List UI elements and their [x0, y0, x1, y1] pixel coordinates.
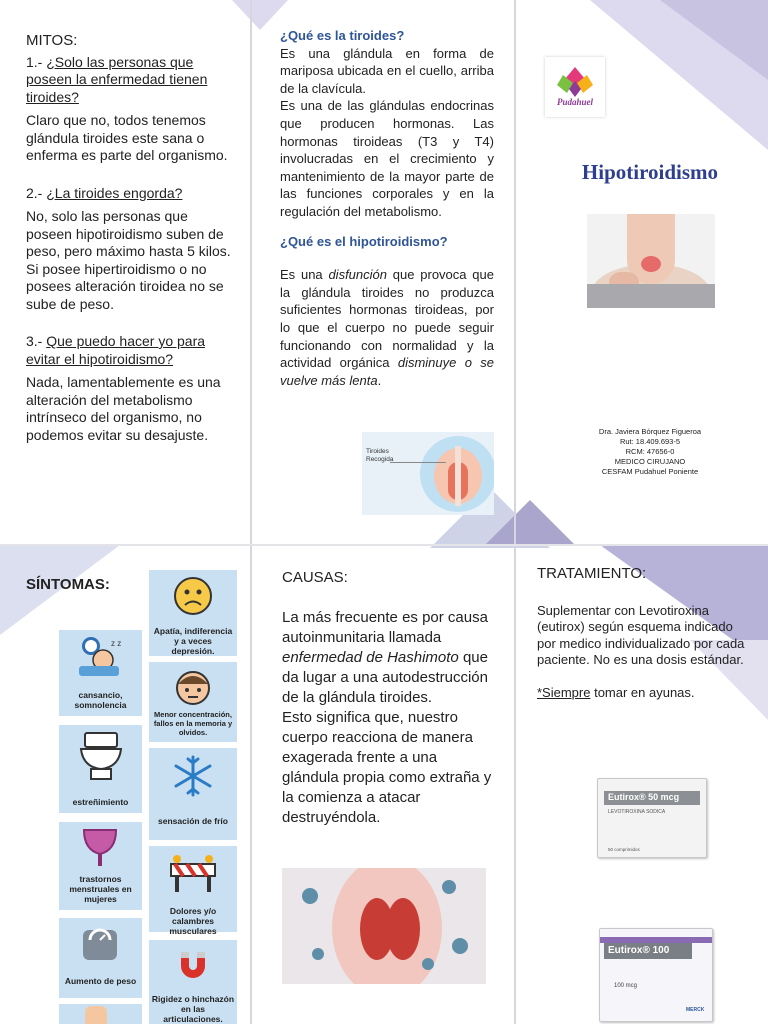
symptom-label: Aumento de peso	[64, 976, 137, 986]
antibody-icon	[312, 948, 324, 960]
thyroid-illustration-label: Tiroides Recogida	[366, 448, 394, 463]
hypothyroidism-paragraph: Es una disfunción que provoca que la glándula tiroides no produzca suficientes hormonas tiroideas, por lo que el cuerpo no puede seguir funcionando con normalidad y la actividad orgánica disminuye o se vuelve más lenta.	[280, 267, 494, 388]
autoimmune-illustration	[282, 868, 486, 984]
treatment-panel	[537, 566, 747, 701]
author-rut: Rut: 18.409.693-5	[619, 437, 681, 446]
page-divider	[0, 544, 768, 546]
symptom-tile-apathy	[149, 570, 237, 656]
scale-icon	[80, 924, 120, 964]
symptom-tile-joints	[149, 940, 237, 1024]
treatment-paragraph: Suplementar con Levotiroxina (eutirox) según esquema indicado por medico individualizado por cada paciente. No es una dosis estándar.	[537, 602, 745, 667]
eutirox-50-count: 50 comprimidos	[608, 847, 640, 852]
symptoms-heading: SÍNTOMAS:	[26, 576, 110, 593]
pudahuel-logo-icon	[545, 57, 605, 117]
causes-panel	[282, 568, 496, 828]
antibody-icon	[442, 880, 456, 894]
myths-panel	[26, 32, 232, 444]
symptom-label: cansancio, somnolencia	[74, 690, 127, 710]
eutirox-50-subtitle: LEVOTIROXINA SODICA	[608, 809, 666, 815]
myth-answer-1: Claro que no, todos tenemos glándula tiroides este sana o enferma es parte del organismo.	[26, 112, 228, 163]
symptom-label: estreñimiento	[72, 797, 129, 807]
causes-paragraph-2: Esto significa que, nuestro cuerpo reacciona de manera exagerada frente a una glándula propia como extraña y la comienza a atacar destruyéndola.	[282, 709, 492, 826]
cover-photo	[587, 214, 715, 308]
symptom-label: sensación de frío	[158, 816, 228, 826]
myth-answer-2: No, solo las personas que poseen hipotiroidismo suben de peso, pero máximo hasta 5 kilos. Si posee hipertiroidismo o no posees alteración tiroidea no se sube de peso.	[26, 208, 231, 312]
symptom-label: Rigidez o hinchazón en las articulaciones.	[151, 994, 235, 1024]
eutirox-100-brand: Eutirox® 100	[608, 945, 670, 956]
myth-question-2: 2.- ¿La tiroides engorda?	[26, 184, 183, 201]
pudahuel-logo-text: Pudahuel	[556, 97, 593, 107]
decor-triangle-top-right-inner	[660, 0, 768, 80]
author-rcm: RCM: 47656-0	[625, 447, 675, 456]
author-title: MEDICO CIRUJANO	[614, 457, 686, 466]
eutirox-100-box	[599, 928, 713, 1022]
brochure-title: Hipotiroidismo	[581, 160, 719, 184]
sleepy-person-icon	[73, 634, 123, 678]
eutirox-100-brand-band	[604, 943, 692, 959]
symptom-tile-menstrual	[59, 822, 142, 910]
myths-heading: MITOS:	[26, 32, 78, 49]
symptom-tile-cold	[149, 748, 237, 840]
cover-photo-thyroid	[641, 256, 661, 272]
symptom-label: Apatía, indiferencia y a veces depresión.	[153, 626, 233, 656]
toilet-icon	[77, 731, 125, 781]
causes-heading: CAUSAS:	[282, 569, 348, 586]
panel-divider	[514, 0, 516, 545]
causes-paragraph-1: La más frecuente es por causa autoinmunitaria llamada enfermedad de Hashimoto que da lugar a una autodestrucción de la glándula tiroides.	[282, 609, 488, 706]
hypothyroidism-heading: ¿Qué es el hipotiroidismo?	[280, 233, 448, 249]
antibody-icon	[422, 958, 434, 970]
panel-divider	[250, 545, 252, 1024]
decor-triangle-top-mid	[232, 0, 288, 30]
trachea-shape	[455, 446, 461, 506]
thyroid-illustration	[362, 432, 494, 515]
eutirox-100-dose: 100 mcg	[614, 983, 638, 989]
hand-icon	[85, 1006, 107, 1024]
treatment-note: *Siempre tomar en ayunas.	[537, 684, 695, 700]
antibody-icon	[302, 888, 318, 904]
symptom-label: trastornos menstruales en mujeres	[69, 874, 132, 904]
barrier-icon	[167, 852, 219, 894]
panel-divider	[514, 545, 516, 1024]
cover-photo-top	[587, 284, 715, 308]
author-center: CESFAM Pudahuel Poniente	[601, 467, 699, 476]
thyroid-gland-right	[386, 898, 420, 960]
symptom-tile-partial	[59, 1004, 142, 1024]
author-info	[570, 427, 730, 477]
eutirox-50-box	[597, 778, 707, 858]
myth-answer-3: Nada, lamentablemente es una alteración del metabolismo intrínseco del organismo, no podemos evitar su desajuste.	[26, 374, 221, 443]
symptom-tile-constipation	[59, 725, 142, 813]
thyroid-heading: ¿Qué es la tiroides?	[280, 28, 405, 43]
symptom-label: Menor concentración, fallos en la memoria y olvidos.	[153, 710, 233, 737]
pudahuel-logo	[545, 57, 605, 117]
symptom-tile-weight	[59, 918, 142, 998]
sad-face-icon	[173, 576, 213, 616]
forgetful-face-icon	[173, 666, 213, 706]
author-name: Dra. Javiera Bórquez Figueroa	[598, 427, 702, 436]
thyroid-paragraph-1: Es una glándula en forma de mariposa ubicada en el cuello, arriba de la clavícula.	[280, 45, 494, 96]
eutirox-50-brand: Eutirox® 50 mcg	[608, 792, 680, 802]
myth-question-1: 1.- ¿Solo las personas que poseen la enfermedad tienen tiroides?	[26, 53, 208, 105]
antibody-icon	[452, 938, 468, 954]
myth-question-3: 3.- Que puedo hacer yo para evitar el hipotiroidismo?	[26, 333, 206, 367]
eutirox-50-brand-band	[604, 791, 700, 805]
magnet-icon	[173, 946, 213, 986]
panel-divider	[250, 0, 252, 545]
symptom-label: Dolores y/o calambres musculares	[169, 906, 217, 936]
snowflake-icon	[171, 754, 215, 798]
symptom-tile-tiredness	[59, 630, 142, 716]
svg-text:z z: z z	[111, 639, 122, 648]
menstrual-cup-icon	[80, 826, 120, 870]
symptom-tile-concentration	[149, 662, 237, 742]
symptom-tile-muscle-pain	[149, 846, 237, 936]
thyroid-paragraph-2: Es una de las glándulas endocrinas que producen hormonas. Las hormonas tiroideas (T3 y T4) involucradas en el crecimiento y mantenimiento de la mayor parte de las funciones corporales y en la regulación del metabolismo.	[280, 98, 494, 219]
thyroid-info-panel	[280, 27, 494, 389]
treatment-heading: TRATAMIENTO:	[537, 565, 647, 582]
decor-triangle-mid-dark	[485, 500, 575, 545]
eutirox-100-maker: MERCK	[686, 1007, 705, 1013]
